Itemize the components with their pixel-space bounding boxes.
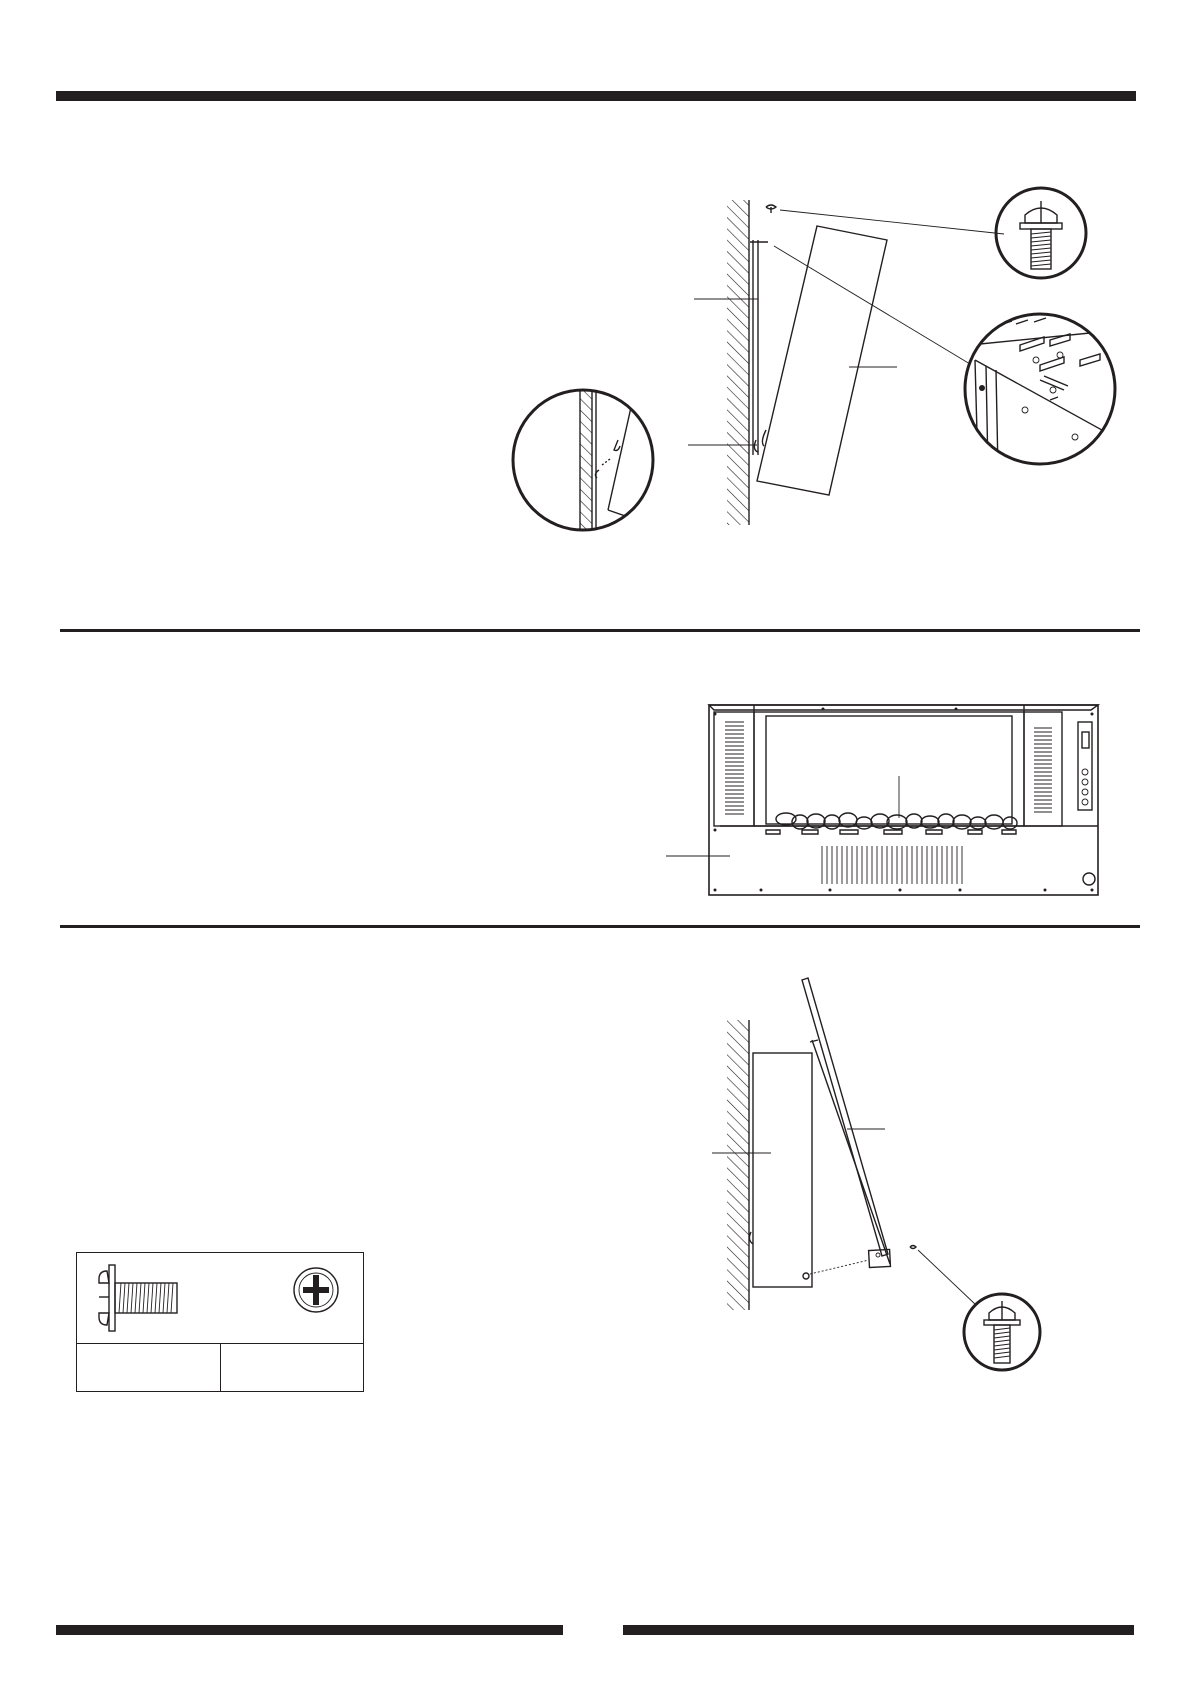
wall-hatch-2 bbox=[727, 1020, 749, 1310]
fireplace-body-side bbox=[753, 1053, 812, 1287]
detail-circle-screw-bottom bbox=[964, 1294, 1040, 1370]
front-panel-tilted bbox=[802, 978, 890, 1268]
hardware-cell-right bbox=[221, 1343, 363, 1391]
leader-screw-detail bbox=[918, 1250, 976, 1305]
screw-head-top-icon bbox=[77, 1253, 365, 1343]
screw-hole bbox=[803, 1273, 809, 1279]
hardware-cell-left bbox=[77, 1343, 221, 1391]
screw-alignment-line bbox=[810, 1260, 869, 1274]
screw-small-icon-2 bbox=[910, 1246, 916, 1249]
hardware-illustration-row bbox=[77, 1253, 363, 1344]
hardware-table bbox=[76, 1252, 364, 1392]
